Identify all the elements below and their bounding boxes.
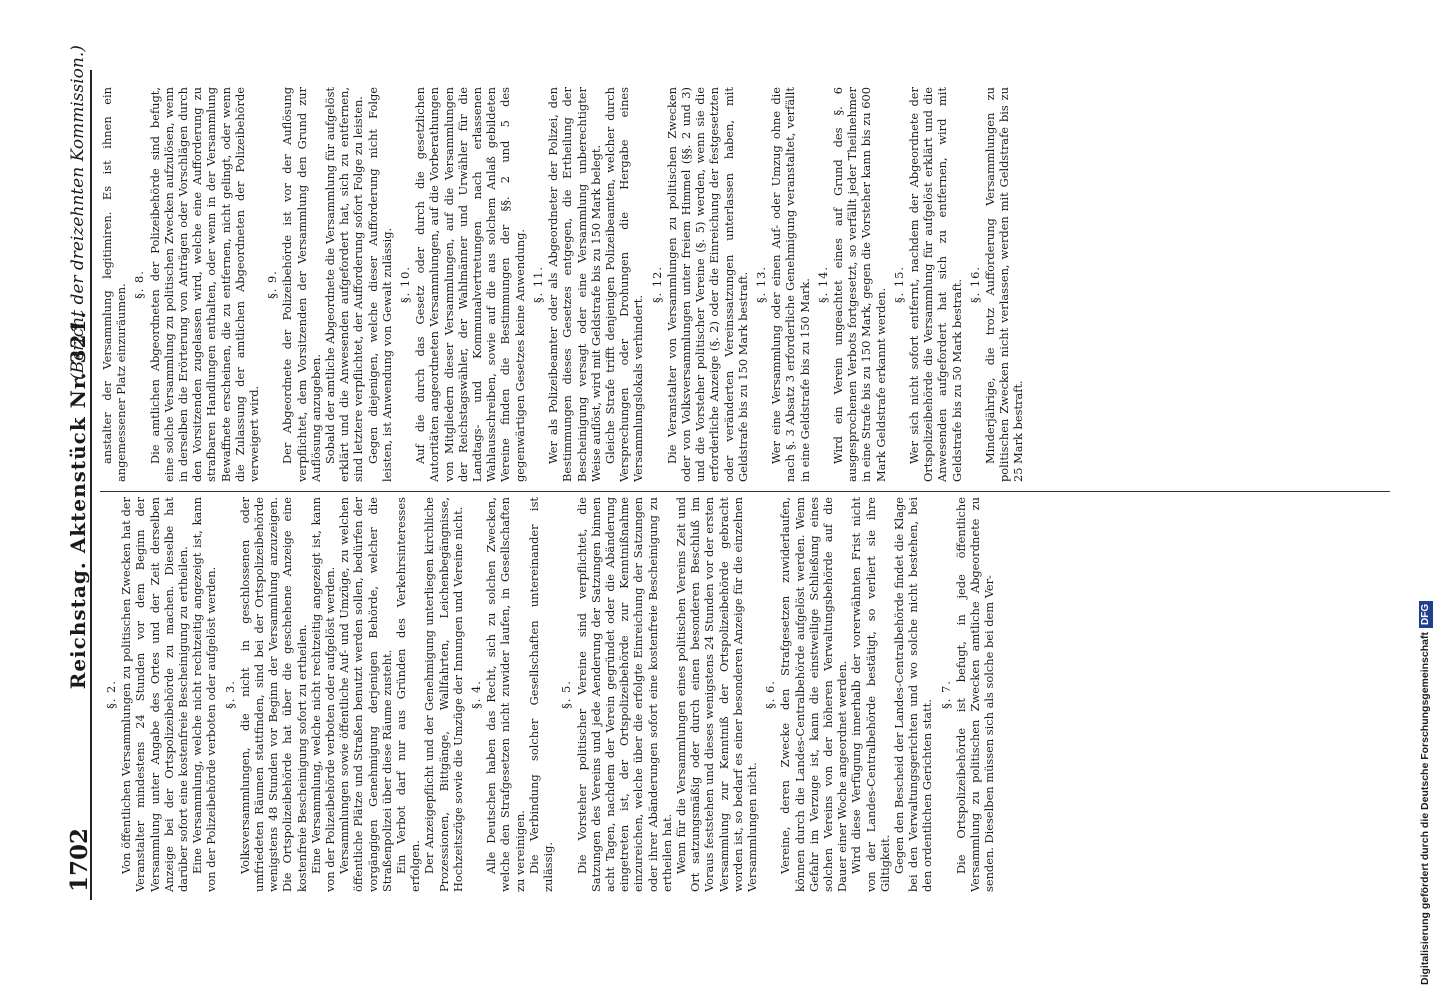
- page-number: 1702: [66, 827, 93, 892]
- paragraph: Die Vorsteher politischer Vereine sind verpflichtet, die Satzungen des Vereins und jede Aenderung der Satzungen binnen acht Tagen, nachdem der Verein gegründet oder die Abänderung eingetreten ist, der Ortspolizeibehörde zur Kenntnißnahme einzureichen, welche über die erfolgte Einreichung der Satzungen oder ihrer Abänderungen sofort eine kostenfreie Bescheinigung zu ertheilen hat.: [574, 497, 674, 892]
- section-heading: §. 8.: [132, 270, 147, 299]
- paragraph: Wird diese Verfügung innerhalb der vorerwähnten Frist nicht von der Landes-Centralbehörde bestätigt, so verliert sie ihre Giltigkeit.: [849, 497, 892, 892]
- report-subtitle: (Bericht der dreizehnten Kommission.): [68, 45, 88, 380]
- header-rule: [90, 70, 92, 900]
- section-heading: §. 9.: [265, 270, 280, 299]
- paragraph: Minderjährige, die trotz Aufforderung Versammlungen zu politischen Zwecken nicht verlassen, werden mit Geldstrafe bis zu 25 Mark bestraft.: [982, 87, 1026, 482]
- paragraph: Volksversammlungen, die nicht in geschlossenen oder umfriedeten Räumen stattfinden, sind bei der Ortspolizeibehörde wenigstens 48 Stunden vor Beginn der Versammlung anzuzeigen. Die Ortspolizeibehörde hat über die geschehene Anzeige eine kostenfreie Bescheinigung sofort zu ertheilen.: [237, 497, 309, 892]
- paragraph: Wird ein Verein ungeachtet eines auf Grund des §. 6 ausgesprochenen Verbots fortgesetzt, so verfällt jeder Theilnehmer in eine Strafe bis zu 150 Mark, gegen die Vorsteher kann bis zu 600 Mark Geldstrafe erkannt werden.: [830, 87, 888, 482]
- section-heading: §. 13.: [753, 265, 768, 304]
- document-title: Reichstag. Aktenstück Nr. 321.: [66, 310, 90, 690]
- paragraph: Gegen diejenigen, welche dieser Aufforderung nicht Folge leisten, ist Anwendung von Gewalt zulässig.: [365, 87, 394, 482]
- paragraph: Wenn für die Versammlungen eines politischen Vereins Zeit und Ort satzungsmäßig oder durch einen besonderen Beschluß im Voraus feststehen und dieses wenigstens 24 Stunden vor der ersten Versammlung zur Kenntniß der Ortspolizeibehörde gebracht worden ist, so bedarf es einer besonderen Anzeige für die einzelnen Versammlungen nicht.: [673, 497, 759, 892]
- paragraph: Gegen den Bescheid der Landes-Centralbehörde findet die Klage bei den Verwaltungsgerichten und wo solche nicht bestehen, bei den ordentlichen Gerichten statt.: [891, 497, 935, 892]
- left-column: [100, 497, 1400, 892]
- paragraph: Auf die durch das Gesetz oder durch die gesetzlichen Autoritäten angeordneten Versammlungen, auf die Vorberathungen von Mitgliedern dieser Versammlungen, auf die Versammlungen der Reichstagswähler, der Wahlmänner und Urwähler für die Landtags- und Kommunalvertretungen nach erlassenen Wahlausschreiben, sowie auf die aus solchem Anlaß gebildeten Vereine finden die Bestimmungen der §§. 2 und 5 des gegenwärtigen Gesetzes keine Anwendung.: [413, 87, 527, 482]
- dfg-logo: DFG: [1419, 601, 1433, 628]
- paragraph: Gleiche Strafe trifft denjenigen Polizeibeamten, welcher durch Versprechungen oder Drohungen die Hergabe eines Versammlungslokals verhindert.: [602, 87, 646, 482]
- section-heading: §. 4.: [469, 680, 484, 709]
- column-divider: [100, 491, 1390, 492]
- page-header: [46, 0, 106, 1000]
- section-heading: §. 11.: [530, 265, 545, 304]
- paragraph: Eine Versammlung, welche nicht rechtzeitig angezeigt ist, kann von der Polizeibehörde verboten oder aufgelöst werden.: [308, 497, 338, 892]
- paragraph: anstalter der Versammlung legitimiren. Es ist ihnen ein angemessener Platz einzuräumen.: [100, 87, 129, 482]
- paragraph: Die amtlichen Abgeordneten der Polizeibehörde sind befugt, eine solche Versammlung zu politischen Zwecken aufzulösen, wenn in derselben die Erörterung von Anträgen oder Vorschlägen durch den Vorsitzenden zugelassen wird, welche eine Aufforderung zu strafbaren Handlungen enthalten, oder wenn in der Versammlung Bewaffnete erscheinen, die zu entfernen, nicht gelingt, oder wenn die Zulassung der amtlichen Abgeordneten der Polizeibehörde verweigert wird.: [147, 87, 262, 482]
- paragraph: Sobald der amtliche Abgeordnete die Versammlung für aufgelöst erklärt und die Anwesenden aufgefordert hat, sich zu entfernen, sind letztere verpflichtet, der Aufforderung sofort Folge zu leisten.: [323, 87, 366, 482]
- paragraph: Eine Versammlung, welche nicht rechtzeitig angezeigt ist, kann von der Polizeibehörde verboten oder aufgelöst werden.: [190, 497, 219, 892]
- digitization-credit: [1415, 15, 1434, 985]
- section-heading: §. 12.: [649, 265, 664, 304]
- section-heading: §. 7.: [938, 680, 953, 709]
- paragraph: Der Anzeigepflicht und der Genehmigung unterliegen kirchliche Prozessionen, Bittgänge, Wallfahrten, Leichenbegängnisse, Hochzeitszüge sowie die Umzüge der Innungen und Vereine nicht.: [422, 497, 465, 892]
- section-heading: §. 6.: [763, 680, 778, 709]
- paragraph: Von öffentlichen Versammlungen zu politischen Zwecken hat der Veranstalter mindestens 24 Stunden vor dem Beginn der Versammlung unter Angabe des Ortes und der Zeit derselben Anzeige bei der Ortspolizeibehörde zu machen. Dieselbe hat darüber sofort eine kostenfreie Bescheinigung zu ertheilen.: [119, 497, 191, 892]
- section-heading: §. 14.: [815, 265, 830, 304]
- section-heading: §. 5.: [559, 680, 574, 709]
- section-heading: §. 15.: [891, 265, 906, 304]
- paragraph: Die Veranstalter von Versammlungen zu politischen Zwecken oder von Volksversammlungen unter freiem Himmel (§§. 2 und 3) und die Vorsteher politischer Vereine (§. 5) werden, wenn sie die erforderliche Anzeige (§. 2) oder die Einreichung der festgesetzten oder veränderten Vereinssatzungen unterlassen haben, mit Geldstrafe bis zu 150 Mark bestraft.: [664, 87, 750, 482]
- paragraph: Wer als Polizeibeamter oder als Abgeordneter der Polizei, den Bestimmungen dieses Gesetzes entgegen, die Ertheilung der Bescheinigung versagt oder eine Versammlung unberechtigter Weise auflöst, wird mit Geldstrafe bis zu 150 Mark belegt.: [546, 87, 603, 482]
- section-heading: §. 10.: [398, 265, 413, 304]
- section-heading: §. 2.: [104, 680, 118, 709]
- paragraph: Der Abgeordnete der Polizeibehörde ist vor der Auflösung verpflichtet, dem Vorsitzenden der Versammlung den Grund zur Auflösung anzugeben.: [280, 87, 323, 482]
- paragraph: Die Ortspolizeibehörde ist befugt, in jede öffentliche Versammlung zu politischen Zwecken amtliche Abgeordnete zu senden. Dieselben müssen sich als solche bei dem Ver-: [953, 497, 997, 892]
- paragraph: Ein Verbot darf nur aus Gründen des Verkehrsinteresses erfolgen.: [394, 497, 423, 892]
- paragraph: Alle Deutschen haben das Recht, sich zu solchen Zwecken, welche den Strafgesetzen nicht zuwider laufen, in Gesellschaften zu vereinigen.: [484, 497, 527, 892]
- section-heading: §. 16.: [967, 265, 982, 304]
- paragraph: Wer eine Versammlung oder einen Auf- oder Umzug ohne die nach §. 3 Absatz 3 erforderliche Genehmigung veranstaltet, verfällt in eine Geldstrafe bis zu 150 Mark.: [769, 87, 812, 482]
- credit-text: Digitalisierung gefördert durch die Deutsche Forschungsgemeinschaft: [1419, 632, 1431, 985]
- right-column: [100, 87, 1400, 482]
- paragraph: Vereine, deren Zwecke den Strafgesetzen zuwiderlaufen, können durch die Landes-Centralbehörde aufgelöst werden. Wenn Gefahr im Verzuge ist, kann die einstweilige Schließung eines solchen Vereins von der höheren Verwaltungsbehörde auf die Dauer einer Woche angeordnet werden.: [778, 497, 850, 892]
- section-heading: §. 3.: [222, 680, 237, 709]
- paragraph: Wer sich nicht sofort entfernt, nachdem der Abgeordnete der Ortspolizeibehörde die Versammlung für aufgelöst erklärt und die Anwesenden aufgefordert hat sich zu entfernen, wird mit Geldstrafe bis zu 50 Mark bestraft.: [906, 87, 964, 482]
- paragraph: Die Verbindung solcher Gesellschaften untereinander ist zulässig.: [526, 497, 556, 892]
- paragraph: Versammlungen sowie öffentliche Auf- und Umzüge, zu welchen öffentliche Plätze und Straßen benutzt werden sollen, bedürfen der vorgängigen Genehmigung derjenigen Behörde, welcher die Straßenpolizei über diese Räume zusteht.: [337, 497, 394, 892]
